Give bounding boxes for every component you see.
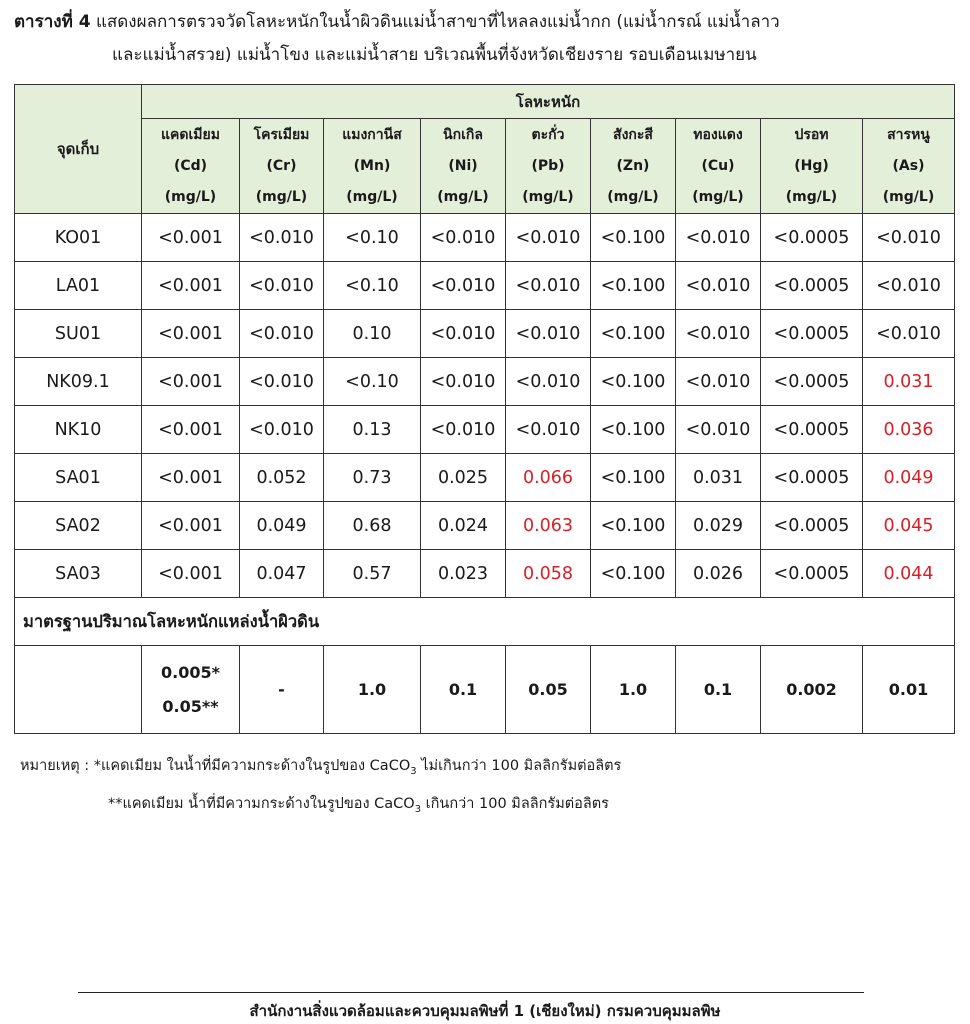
- metal-header-name: สารหนู: [887, 126, 930, 143]
- table-row: [15, 214, 955, 262]
- standard-value-cell: 1.0: [324, 646, 421, 734]
- standard-cd-value: 0.005*: [161, 662, 220, 682]
- value-cell: <0.010: [506, 310, 591, 358]
- caption-line-2: และแม่น้ำสรวย) แม่น้ำโขง และแม่น้ำสาย บริเวณพื้นที่จังหวัดเชียงราย รอบเดือนเมษายน: [112, 45, 757, 65]
- value-cell: <0.010: [506, 214, 591, 262]
- caption-label: ตารางที่ 4: [14, 12, 91, 32]
- metal-header-symbol: (Cu): [701, 157, 735, 174]
- value-cell: <0.10: [324, 214, 421, 262]
- site-cell: LA01: [15, 262, 142, 310]
- value-cell: <0.001: [142, 358, 240, 406]
- value-cell: <0.10: [324, 262, 421, 310]
- standard-value-cell: 0.002: [761, 646, 863, 734]
- metal-header: [863, 119, 955, 214]
- standard-section-title: มาตรฐานปริมาณโลหะหนักแหล่งน้ำผิวดิน: [15, 598, 955, 646]
- value-cell: <0.0005: [761, 358, 863, 406]
- metal-header-unit: (mg/L): [882, 188, 935, 205]
- table-row: [15, 406, 955, 454]
- value-cell: <0.100: [591, 214, 676, 262]
- table-body: [15, 214, 955, 734]
- value-cell: <0.010: [240, 358, 324, 406]
- value-cell: <0.010: [863, 262, 955, 310]
- metal-header-unit: (mg/L): [607, 188, 659, 205]
- value-cell: 0.029: [676, 502, 761, 550]
- metal-header-name: ทองแดง: [693, 126, 743, 143]
- value-cell: <0.100: [591, 262, 676, 310]
- value-cell: <0.001: [142, 502, 240, 550]
- metal-header: [761, 119, 863, 214]
- metal-header-unit: (mg/L): [164, 188, 217, 205]
- metal-header-symbol: (Ni): [448, 157, 478, 174]
- site-cell: NK10: [15, 406, 142, 454]
- footer-text: สำนักงานสิ่งแวดล้อมและควบคุมมลพิษที่ 1 (เชียงใหม่) กรมควบคุมมลพิษ: [249, 1002, 721, 1020]
- metal-header-name: แมงกานีส: [342, 126, 402, 143]
- footnote-line-2: **แคดเมียม น้ำที่มีความกระด้างในรูปของ CaCO$_3$ เกินกว่า 100 มิลลิกรัมต่อลิตร: [108, 795, 609, 815]
- table-row: [15, 262, 955, 310]
- value-cell: <0.001: [142, 550, 240, 598]
- value-cell: <0.0005: [761, 310, 863, 358]
- metal-header: [676, 119, 761, 214]
- standard-value-cell: 0.01: [863, 646, 955, 734]
- value-cell: 0.026: [676, 550, 761, 598]
- metal-header-name: ตะกั่ว: [531, 126, 565, 143]
- metal-header-unit: (mg/L): [346, 188, 398, 205]
- caption-line-1: แสดงผลการตรวจวัดโลหะหนักในน้ำผิวดินแม่น้ำสาขาที่ไหลลงแม่น้ำกก (แม่น้ำกรณ์ แม่น้ำลาว: [95, 12, 780, 32]
- value-cell: 0.023: [421, 550, 506, 598]
- value-cell: <0.0005: [761, 502, 863, 550]
- value-cell: <0.010: [240, 310, 324, 358]
- metal-header-symbol: (Cr): [266, 157, 297, 174]
- metal-header-unit: (mg/L): [255, 188, 308, 205]
- value-cell: 0.047: [240, 550, 324, 598]
- value-cell: 0.063: [506, 502, 591, 550]
- standard-value-cell: -: [240, 646, 324, 734]
- value-cell: <0.010: [421, 262, 506, 310]
- footnote-prefix: หมายเหตุ :: [20, 758, 90, 774]
- table-row: [15, 502, 955, 550]
- value-cell: 0.57: [324, 550, 421, 598]
- value-cell: <0.010: [506, 358, 591, 406]
- value-cell: <0.010: [240, 406, 324, 454]
- value-cell: <0.001: [142, 310, 240, 358]
- heavy-metals-table: [14, 84, 955, 734]
- site-cell: KO01: [15, 214, 142, 262]
- site-cell: NK09.1: [15, 358, 142, 406]
- value-cell: <0.0005: [761, 550, 863, 598]
- value-cell: <0.10: [324, 358, 421, 406]
- value-cell: <0.010: [676, 406, 761, 454]
- site-cell: SA03: [15, 550, 142, 598]
- metal-header-name: โครเมียม: [253, 126, 310, 143]
- value-cell: 0.10: [324, 310, 421, 358]
- metal-header-unit: (mg/L): [692, 188, 744, 205]
- standard-value-cell: 0.1: [676, 646, 761, 734]
- standard-cd-cell: [142, 646, 240, 734]
- value-cell: <0.010: [506, 406, 591, 454]
- value-cell: 0.13: [324, 406, 421, 454]
- standard-value-cell: 1.0: [591, 646, 676, 734]
- value-cell: <0.010: [676, 358, 761, 406]
- value-cell: 0.052: [240, 454, 324, 502]
- site-cell: SU01: [15, 310, 142, 358]
- value-cell: <0.010: [863, 310, 955, 358]
- heavy-metals-group-header: โลหะหนัก: [142, 85, 955, 119]
- metal-header: [591, 119, 676, 214]
- footer-divider: [78, 992, 864, 993]
- metal-header: [142, 119, 240, 214]
- site-cell: SA01: [15, 454, 142, 502]
- value-cell: 0.036: [863, 406, 955, 454]
- table-row: [15, 358, 955, 406]
- metal-header-symbol: (Pb): [531, 157, 565, 174]
- metal-header: [324, 119, 421, 214]
- metal-header-symbol: (Hg): [794, 157, 829, 174]
- value-cell: <0.0005: [761, 262, 863, 310]
- table-row: [15, 454, 955, 502]
- metal-header-name: ปรอท: [794, 126, 829, 143]
- value-cell: <0.001: [142, 214, 240, 262]
- metal-header: [240, 119, 324, 214]
- value-cell: <0.100: [591, 454, 676, 502]
- value-cell: 0.066: [506, 454, 591, 502]
- value-cell: <0.010: [421, 214, 506, 262]
- value-cell: 0.68: [324, 502, 421, 550]
- value-cell: 0.031: [863, 358, 955, 406]
- metal-header-row: [15, 119, 955, 214]
- value-cell: 0.044: [863, 550, 955, 598]
- site-column-header: จุดเก็บ: [15, 85, 142, 214]
- metal-header-unit: (mg/L): [437, 188, 489, 205]
- value-cell: <0.001: [142, 262, 240, 310]
- table-row: [15, 310, 955, 358]
- value-cell: 0.058: [506, 550, 591, 598]
- value-cell: 0.025: [421, 454, 506, 502]
- value-cell: <0.0005: [761, 214, 863, 262]
- value-cell: <0.100: [591, 406, 676, 454]
- value-cell: <0.010: [676, 262, 761, 310]
- value-cell: <0.100: [591, 550, 676, 598]
- value-cell: <0.100: [591, 358, 676, 406]
- metal-header-name: นิกเกิล: [443, 126, 483, 143]
- value-cell: <0.100: [591, 502, 676, 550]
- value-cell: <0.001: [142, 454, 240, 502]
- standard-blank-cell: [15, 646, 142, 734]
- value-cell: <0.010: [421, 406, 506, 454]
- value-cell: <0.010: [421, 358, 506, 406]
- value-cell: <0.010: [676, 214, 761, 262]
- value-cell: 0.73: [324, 454, 421, 502]
- metal-header-symbol: (Zn): [616, 157, 650, 174]
- table-caption: [14, 6, 954, 72]
- value-cell: <0.0005: [761, 454, 863, 502]
- value-cell: <0.100: [591, 310, 676, 358]
- value-cell: <0.010: [506, 262, 591, 310]
- metal-header-symbol: (Mn): [353, 157, 391, 174]
- table-row: [15, 550, 955, 598]
- metal-header-unit: (mg/L): [522, 188, 574, 205]
- value-cell: 0.049: [863, 454, 955, 502]
- value-cell: 0.045: [863, 502, 955, 550]
- metal-header-unit: (mg/L): [785, 188, 838, 205]
- standard-row: [15, 646, 955, 734]
- footnote: [20, 750, 621, 826]
- standard-cd-value: 0.05**: [162, 696, 219, 716]
- metal-header-name: แคดเมียม: [161, 126, 220, 143]
- metal-header: [506, 119, 591, 214]
- metal-header: [421, 119, 506, 214]
- value-cell: <0.010: [240, 214, 324, 262]
- standard-value-cell: 0.1: [421, 646, 506, 734]
- value-cell: 0.049: [240, 502, 324, 550]
- value-cell: 0.024: [421, 502, 506, 550]
- standard-value-cell: 0.05: [506, 646, 591, 734]
- value-cell: <0.001: [142, 406, 240, 454]
- value-cell: <0.0005: [761, 406, 863, 454]
- footnote-line-1: *แคดเมียม ในน้ำที่มีความกระด้างในรูปของ CaCO$_3$ ไม่เกินกว่า 100 มิลลิกรัมต่อลิตร: [93, 758, 622, 777]
- metal-header-symbol: (Cd): [173, 157, 208, 174]
- value-cell: <0.010: [863, 214, 955, 262]
- metal-header-symbol: (As): [892, 157, 925, 174]
- metal-header-name: สังกะสี: [613, 126, 653, 143]
- value-cell: 0.031: [676, 454, 761, 502]
- value-cell: <0.010: [240, 262, 324, 310]
- site-cell: SA02: [15, 502, 142, 550]
- value-cell: <0.010: [676, 310, 761, 358]
- value-cell: <0.010: [421, 310, 506, 358]
